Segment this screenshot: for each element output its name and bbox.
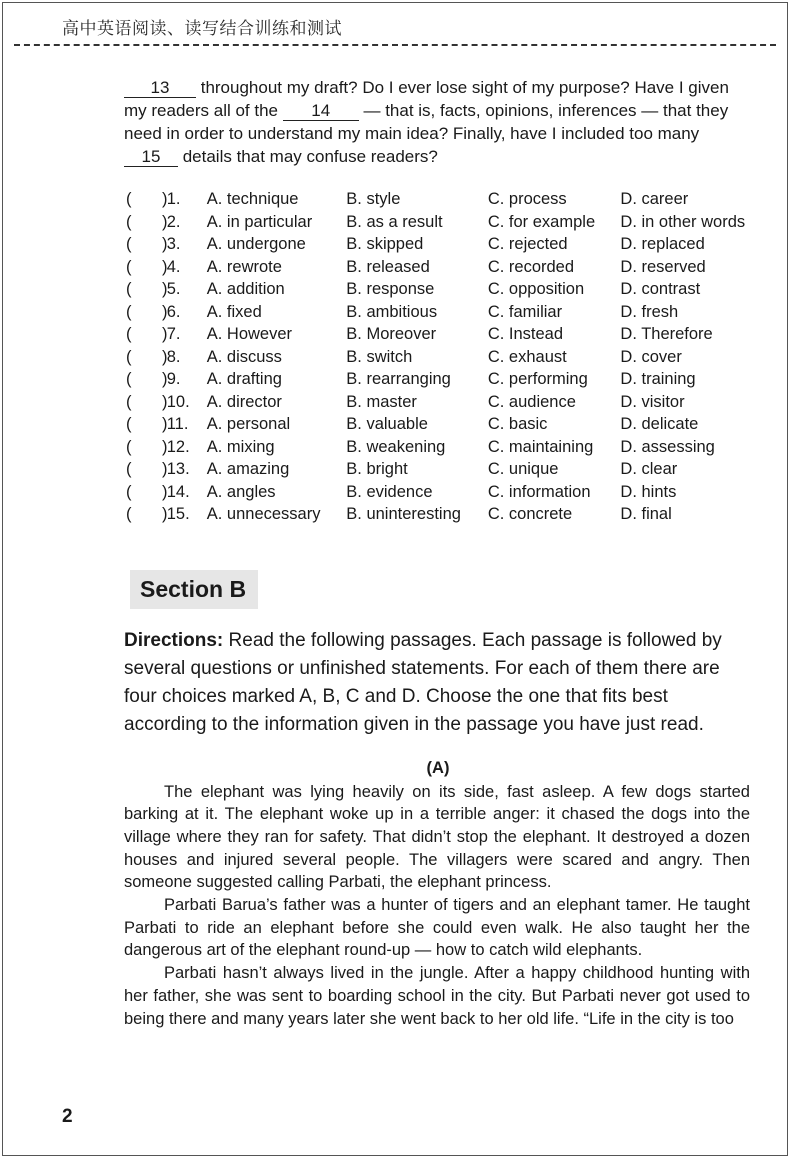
question-row xyxy=(124,211,750,234)
option-d: D. final xyxy=(620,505,672,523)
option-a: A. discuss xyxy=(206,347,282,366)
question-row xyxy=(124,503,750,526)
question-number: 9. xyxy=(166,370,181,388)
option-c: C. process xyxy=(487,190,567,208)
section-title: Section B xyxy=(130,570,258,609)
option-c: C. basic xyxy=(487,415,548,433)
option-c: C. audience xyxy=(487,392,576,411)
cloze-line-1: 13 throughout my draft? Do I ever lose sight of my purpose? Have I given xyxy=(124,76,750,99)
answer-bracket[interactable]: ( ) 5. xyxy=(124,278,207,301)
question-row xyxy=(124,436,750,459)
question-row xyxy=(124,458,750,481)
question-list xyxy=(124,188,750,526)
option-d: D. hints xyxy=(620,482,677,501)
option-b: B. skipped xyxy=(346,235,424,253)
answer-bracket[interactable]: ( ) 4. xyxy=(124,256,207,279)
question-row xyxy=(124,278,750,301)
question-number: 6. xyxy=(166,302,181,321)
option-b: B. evidence xyxy=(346,482,433,501)
question-number: 7. xyxy=(166,325,181,343)
question-row xyxy=(124,323,750,346)
option-a: A. drafting xyxy=(206,370,282,388)
question-number: 5. xyxy=(166,280,181,298)
question-row xyxy=(124,256,750,279)
option-b: B. master xyxy=(346,392,417,411)
option-b: B. Moreover xyxy=(346,325,437,343)
question-number: 3. xyxy=(166,235,181,253)
question-number: 8. xyxy=(166,347,181,366)
answer-bracket[interactable]: ( ) 11. xyxy=(124,413,207,436)
question-row xyxy=(124,413,750,436)
option-d: D. replaced xyxy=(620,235,705,253)
option-a: A. director xyxy=(206,392,282,411)
option-c: C. concrete xyxy=(487,505,573,523)
option-d: D. reserved xyxy=(620,257,706,276)
cloze-line-3: need in order to understand my main idea? Finally, have I included too many xyxy=(124,124,700,143)
passage-paragraph: Parbati Barua’s father was a hunter of tigers and an elephant tamer. He taught Parbati to ride an elephant before she could even walk. He also taught her the dangerous art of the elephant round-up — how to catch wild elephants. xyxy=(124,896,750,960)
cloze-passage-tail xyxy=(124,76,750,168)
answer-bracket[interactable]: ( ) 15. xyxy=(124,503,207,526)
question-row xyxy=(124,233,750,256)
option-a: A. technique xyxy=(206,190,299,208)
option-b: B. weakening xyxy=(346,437,446,456)
option-d: D. Therefore xyxy=(620,325,713,343)
question-number: 2. xyxy=(166,212,181,231)
directions xyxy=(124,627,750,739)
question-number: 4. xyxy=(166,257,181,276)
option-c: C. Instead xyxy=(487,325,564,343)
option-d: D. fresh xyxy=(620,302,679,321)
answer-bracket[interactable]: ( ) 1. xyxy=(124,188,207,211)
option-d: D. contrast xyxy=(620,280,701,298)
blank-15: 15 xyxy=(124,147,178,167)
cloze-line-2: my readers all of the 14 — that is, facts, opinions, inferences — that they xyxy=(124,101,729,120)
question-row xyxy=(124,188,750,211)
option-c: C. exhaust xyxy=(487,347,567,366)
option-b: B. valuable xyxy=(346,415,428,433)
question-number: 1. xyxy=(166,190,181,208)
option-c: C. for example xyxy=(487,212,596,231)
question-number: 12. xyxy=(166,437,190,456)
option-d: D. delicate xyxy=(620,415,699,433)
option-a: A. undergone xyxy=(206,235,306,253)
answer-bracket[interactable]: ( ) 10. xyxy=(124,391,207,414)
question-row xyxy=(124,346,750,369)
passage-paragraph: Parbati hasn’t always lived in the jungle. After a happy childhood hunting with her father, she was sent to boarding school in the city. But Parbati never got used to being there and many years later she went back to her old life. “Life in the city is too xyxy=(124,964,750,1028)
question-number: 13. xyxy=(166,460,190,478)
question-row xyxy=(124,481,750,504)
cloze-line-4: 15 details that may confuse readers? xyxy=(124,145,750,168)
option-b: B. rearranging xyxy=(346,370,451,388)
option-d: D. in other words xyxy=(620,212,746,231)
answer-bracket[interactable]: ( ) 13. xyxy=(124,458,207,481)
answer-bracket[interactable]: ( ) 3. xyxy=(124,233,207,256)
option-b: B. as a result xyxy=(346,212,443,231)
option-a: A. addition xyxy=(206,280,285,298)
option-a: A. angles xyxy=(206,482,276,501)
answer-bracket[interactable]: ( ) 8. xyxy=(124,346,207,369)
option-a: A. However xyxy=(206,325,293,343)
option-b: B. switch xyxy=(346,347,413,366)
option-a: A. rewrote xyxy=(206,257,282,276)
question-number: 10. xyxy=(166,392,190,411)
directions-text: Read the following passages. Each passage is followed by several questions or unfinished statements. For each of them there are four choices marked A, B, C and D. Choose the one that fits best according to the information given in the passage you have just read. xyxy=(124,629,722,735)
option-b: B. style xyxy=(346,190,401,208)
question-number: 15. xyxy=(166,505,190,523)
question-row xyxy=(124,368,750,391)
question-row xyxy=(124,301,750,324)
passage-title: (A) xyxy=(426,758,450,777)
answer-bracket[interactable]: ( ) 14. xyxy=(124,481,207,504)
option-c: C. performing xyxy=(487,370,588,388)
passage-body xyxy=(124,781,750,1031)
option-c: C. rejected xyxy=(487,235,568,253)
option-b: B. uninteresting xyxy=(346,505,461,523)
option-c: C. information xyxy=(487,482,591,501)
option-d: D. assessing xyxy=(620,437,715,456)
option-d: D. cover xyxy=(620,347,682,366)
option-d: D. career xyxy=(620,190,689,208)
option-c: C. maintaining xyxy=(487,437,594,456)
option-a: A. fixed xyxy=(206,302,262,321)
page-content xyxy=(124,76,750,1030)
answer-bracket[interactable]: ( ) 6. xyxy=(124,301,207,324)
option-a: A. amazing xyxy=(206,460,290,478)
blank-13: 13 xyxy=(124,78,196,98)
option-c: C. opposition xyxy=(487,280,585,298)
option-b: B. bright xyxy=(346,460,408,478)
option-c: C. unique xyxy=(487,460,559,478)
directions-label: Directions: xyxy=(124,629,224,651)
option-c: C. familiar xyxy=(487,302,563,321)
option-b: B. ambitious xyxy=(346,302,438,321)
answer-bracket[interactable]: ( ) 7. xyxy=(124,323,207,346)
answer-bracket[interactable]: ( ) 12. xyxy=(124,436,207,459)
running-header: 高中英语阅读、读写结合训练和测试 xyxy=(62,19,342,39)
passage-paragraph: The elephant was lying heavily on its side, fast asleep. A few dogs started barking at it. The elephant woke up in a terrible anger: it chased the dogs into the village where they ran for safety. That didn’t stop the elephant. It destroyed a dozen houses and injured several people. The villagers were scared and angry. Then someone suggested calling Parbati, the elephant princess. xyxy=(124,782,750,892)
option-a: A. personal xyxy=(206,415,291,433)
blank-14: 14 xyxy=(283,101,359,121)
question-row xyxy=(124,391,750,414)
question-number: 11. xyxy=(166,415,189,433)
option-d: D. training xyxy=(620,370,696,388)
question-number: 14. xyxy=(166,482,190,501)
option-d: D. visitor xyxy=(620,392,685,411)
option-a: A. unnecessary xyxy=(206,505,321,523)
option-a: A. in particular xyxy=(206,212,313,231)
option-d: D. clear xyxy=(620,460,678,478)
option-b: B. response xyxy=(346,280,435,298)
option-b: B. released xyxy=(346,257,430,276)
option-a: A. mixing xyxy=(206,437,275,456)
answer-bracket[interactable]: ( ) 9. xyxy=(124,368,207,391)
page-number: 2 xyxy=(62,1106,73,1127)
option-c: C. recorded xyxy=(487,257,575,276)
answer-bracket[interactable]: ( ) 2. xyxy=(124,211,207,234)
header-divider xyxy=(14,44,776,46)
